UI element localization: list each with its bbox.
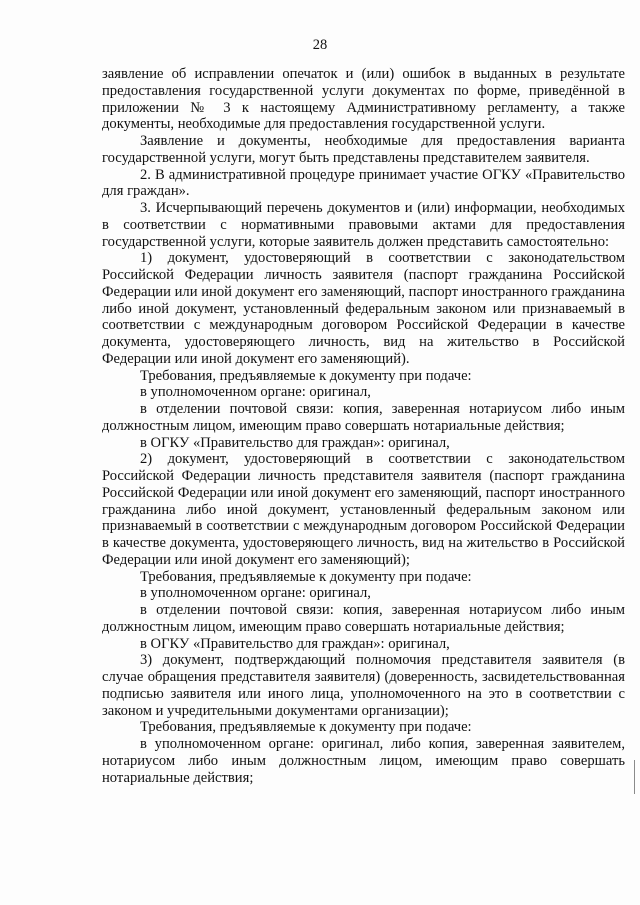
- scan-edge-mark: [634, 760, 635, 794]
- paragraph-9: в ОГКУ «Правительство для граждан»: оригинал,: [140, 434, 450, 451]
- paragraph-4: 3. Исчерпывающий перечень документов и (или) информации, необходимых в соответствии с нормативными правовыми актами для предоставления государственной услуги, которые заявитель должен представить самостоятельно:: [102, 200, 625, 250]
- paragraph-6: Требования, предъявляемые к документу при подаче:: [140, 367, 472, 384]
- paragraph-12: в уполномоченном органе: оригинал,: [140, 585, 371, 602]
- paragraph-1: заявление об исправлении опечаток и (или) ошибок в выданных в результате предоставления государственной услуги документах по форме, приведённой в приложении № 3 к настоящему Административному регламенту, а также документы, необходимые для предоставления государственной услуги.: [102, 66, 625, 133]
- document-body: [102, 66, 625, 786]
- paragraph-17: в уполномоченном органе: оригинал, либо копия, заверенная заявителем, нотариусом либо иным должностным лицом, имеющим право совершать нотариальные действия;: [102, 736, 625, 786]
- paragraph-2: Заявление и документы, необходимые для предоставления варианта государственной услуги, могут быть представлены представителем заявителя.: [102, 133, 625, 166]
- paragraph-7: в уполномоченном органе: оригинал,: [140, 384, 371, 401]
- paragraph-3: 2. В административной процедуре принимает участие ОГКУ «Правительство для граждан».: [102, 166, 625, 200]
- paragraph-14: в ОГКУ «Правительство для граждан»: оригинал,: [140, 635, 450, 652]
- paragraph-5: 1) документ, удостоверяющий в соответствии с законодательством Российской Федерации личность заявителя (паспорт гражданина Российской Федерации или иной документ его заменяющий, паспорт иностранного гражданина либо иной документ, установленный федеральным законом или признаваемый в соответствии с международным договором Российской Федерации в качестве документа, удостоверяющего личность, вид на жительство в Российской Федерации или иной документ его заменяющий).: [102, 250, 625, 367]
- paragraph-15: 3) документ, подтверждающий полномочия представителя заявителя (в случае обращения представителя заявителя) (доверенность, засвидетельствованная подписью заявителя или иного лица, уполномоченного на это в соответствии с законом и учредительными документами организации);: [102, 652, 625, 719]
- paragraph-10: 2) документ, удостоверяющий в соответствии с законодательством Российской Федерации личность представителя заявителя (паспорт гражданина Российской Федерации или иной документ его заменяющий, паспорт иностранного гражданина либо иной документ, установленный федеральным законом или признаваемый в соответствии с международным договором Российской Федерации в качестве документа, удостоверяющего личность, вид на жительство в Российской Федерации или иной документ его заменяющий);: [102, 451, 625, 568]
- paragraph-16: Требования, предъявляемые к документу при подаче:: [140, 719, 472, 736]
- paragraph-13: в отделении почтовой связи: копия, заверенная нотариусом либо иным должностным лицом, имеющим право совершать нотариальные действия;: [102, 602, 625, 635]
- paragraph-8: в отделении почтовой связи: копия, заверенная нотариусом либо иным должностным лицом, имеющим право совершать нотариальные действия;: [102, 401, 625, 434]
- paragraph-11: Требования, предъявляемые к документу при подаче:: [140, 568, 472, 585]
- page-number: 28: [312, 37, 328, 53]
